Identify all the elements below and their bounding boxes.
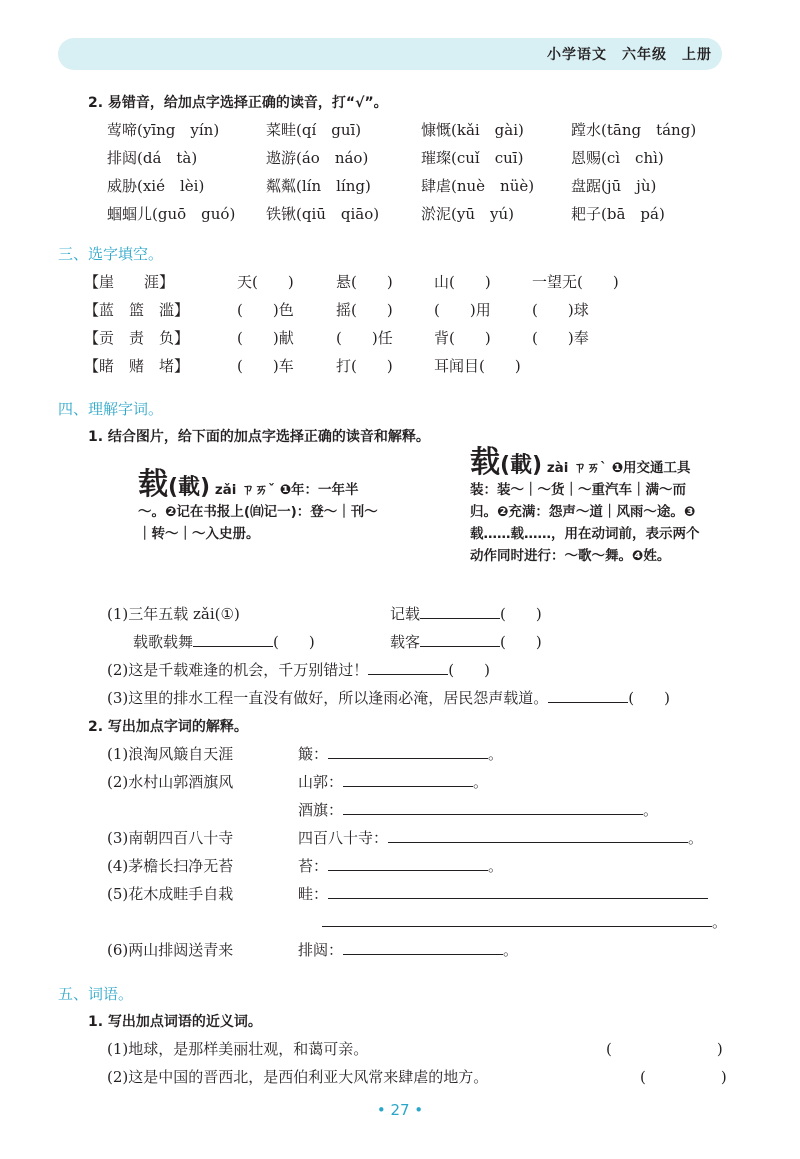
pron-item: 淤泥(yū yú) [421, 205, 514, 223]
poem-line: (2)水村山郭酒旗风 [107, 773, 234, 791]
pron-item: 慷慨(kǎi gài) [421, 121, 524, 139]
pron-item: 盘踞(jū jù) [571, 177, 657, 195]
s4-q1-item: 记载 ( ) [390, 605, 542, 623]
fill-item: ( )任 [336, 329, 393, 347]
explain-item: 排闼： 。 [298, 941, 519, 959]
s4-q1-item: 载客 ( ) [390, 633, 542, 651]
pron-item: 莺啼(yīng yín) [107, 121, 220, 139]
explain-item: 四百八十寺： 。 [298, 829, 704, 847]
pron-item: 粼粼(lín líng) [266, 177, 371, 195]
fill-item: ( )球 [532, 301, 589, 319]
fill-item: ( )色 [237, 301, 294, 319]
answer-line[interactable] [322, 912, 712, 927]
fill-group: 【崖 涯】 [84, 273, 175, 291]
s4-q1-item: 载歌载舞 ( ) [133, 633, 315, 651]
pron-item: 恩赐(cì chì) [571, 149, 664, 167]
s4-q1-title: 1. 结合图片，给下面的加点字选择正确的读音和解释。 [88, 429, 430, 445]
fill-item: 天( ) [237, 273, 294, 291]
s5-q1-item: (2)这是中国的晋西北，是西伯利亚大风常来肆虐的地方。 [107, 1068, 489, 1086]
explain-item: 簸： 。 [298, 745, 504, 763]
explain-item-cont: 。 [322, 911, 727, 932]
answer-line[interactable] [388, 828, 688, 843]
pron-item: 排闼(dá tà) [107, 149, 198, 167]
poem-line: (1)浪淘风簸自天涯 [107, 745, 234, 763]
page-number: • 27 • [376, 1101, 424, 1119]
fill-item: ( )车 [237, 357, 294, 375]
answer-line[interactable] [328, 884, 708, 899]
answer-line[interactable] [420, 604, 500, 619]
poem-line: (5)花木成畦手自栽 [107, 885, 234, 903]
pron-item: 遨游(áo náo) [266, 149, 369, 167]
fill-item: 背( ) [434, 329, 491, 347]
fill-item: 打( ) [336, 357, 393, 375]
answer-line[interactable] [368, 660, 448, 675]
explain-item: 酒旗： 。 [298, 801, 659, 819]
dict-entry-1: 载(載) zǎi ㄗㄞˇ ❶年：一年半～。❷记在书报上(㉂记一)：登～｜刊～｜转～｜～入史册。 [138, 467, 378, 542]
poem-line: (6)两山排闼送青来 [107, 941, 234, 959]
pron-item: 威胁(xié lèi) [107, 177, 205, 195]
dict-entry-2: 载(載) zài ㄗㄞˋ ❶用交通工具装：装～｜～货｜～重汽车｜满～而归。❷充满：怨声～道｜风雨～途。❸载……载……，用在动词前，表示两个动作同时进行：～歌～舞。❹姓。 [470, 445, 700, 564]
section-5-title: 五、词语。 [58, 985, 134, 1003]
answer-line[interactable] [328, 744, 488, 759]
header-title: 小学语文 六年级 上册 [547, 47, 712, 63]
fill-group: 【蓝 篮 滥】 [84, 301, 190, 319]
pron-item: 耙子(bā pá) [571, 205, 665, 223]
s4-q1-item: (2)这是千载难逢的机会，千万别错过！ ( ) [107, 661, 490, 679]
explain-item: 苔： 。 [298, 857, 504, 875]
fill-group: 【贡 责 负】 [84, 329, 190, 347]
fill-item: 耳闻目( ) [434, 357, 521, 375]
explain-item: 山郭： 。 [298, 773, 489, 791]
s4-q1-item: (3)这里的排水工程一直没有做好，所以逢雨必淹，居民怨声载道。 ( ) [107, 689, 670, 707]
pron-item: 璀璨(cuǐ cuī) [421, 149, 524, 167]
fill-item: 摇( ) [336, 301, 393, 319]
pron-item: 肆虐(nuè nüè) [421, 177, 535, 195]
fill-item: ( )献 [237, 329, 294, 347]
answer-line[interactable] [420, 632, 500, 647]
answer-paren[interactable]: ( ) [640, 1068, 727, 1086]
s5-q1-title: 1. 写出加点词语的近义词。 [88, 1014, 262, 1030]
fill-group: 【睹 赌 堵】 [84, 357, 190, 375]
fill-item: 悬( ) [336, 273, 393, 291]
fill-item: ( )用 [434, 301, 491, 319]
s4-q1-item: (1)三年五载 zǎi(①) [107, 605, 240, 623]
answer-line[interactable] [548, 688, 628, 703]
pron-item: 蹚水(tāng táng) [571, 121, 697, 139]
s4-q2-title: 2. 写出加点字词的解释。 [88, 719, 248, 735]
q2-title: 2. 易错音，给加点字选择正确的读音，打“√”。 [88, 95, 388, 111]
section-3-title: 三、选字填空。 [58, 245, 164, 263]
fill-item: ( )奉 [532, 329, 589, 347]
answer-line[interactable] [343, 772, 473, 787]
poem-line: (3)南朝四百八十寺 [107, 829, 234, 847]
answer-paren[interactable]: ( ) [606, 1040, 723, 1058]
s5-q1-item: (1)地球，是那样美丽壮观，和蔼可亲。 [107, 1040, 369, 1058]
pron-item: 铁锹(qiū qiāo) [266, 205, 380, 223]
answer-line[interactable] [343, 940, 503, 955]
section-4-title: 四、理解字词。 [58, 400, 164, 418]
poem-line: (4)茅檐长扫净无苔 [107, 857, 234, 875]
fill-item: 一望无( ) [532, 273, 619, 291]
answer-line[interactable] [193, 632, 273, 647]
pron-item: 菜畦(qí guī) [266, 121, 362, 139]
pron-item: 蝈蝈儿(guō guó) [107, 205, 236, 223]
answer-line[interactable] [343, 800, 643, 815]
fill-item: 山( ) [434, 273, 491, 291]
explain-item: 畦： [298, 883, 708, 904]
answer-line[interactable] [328, 856, 488, 871]
